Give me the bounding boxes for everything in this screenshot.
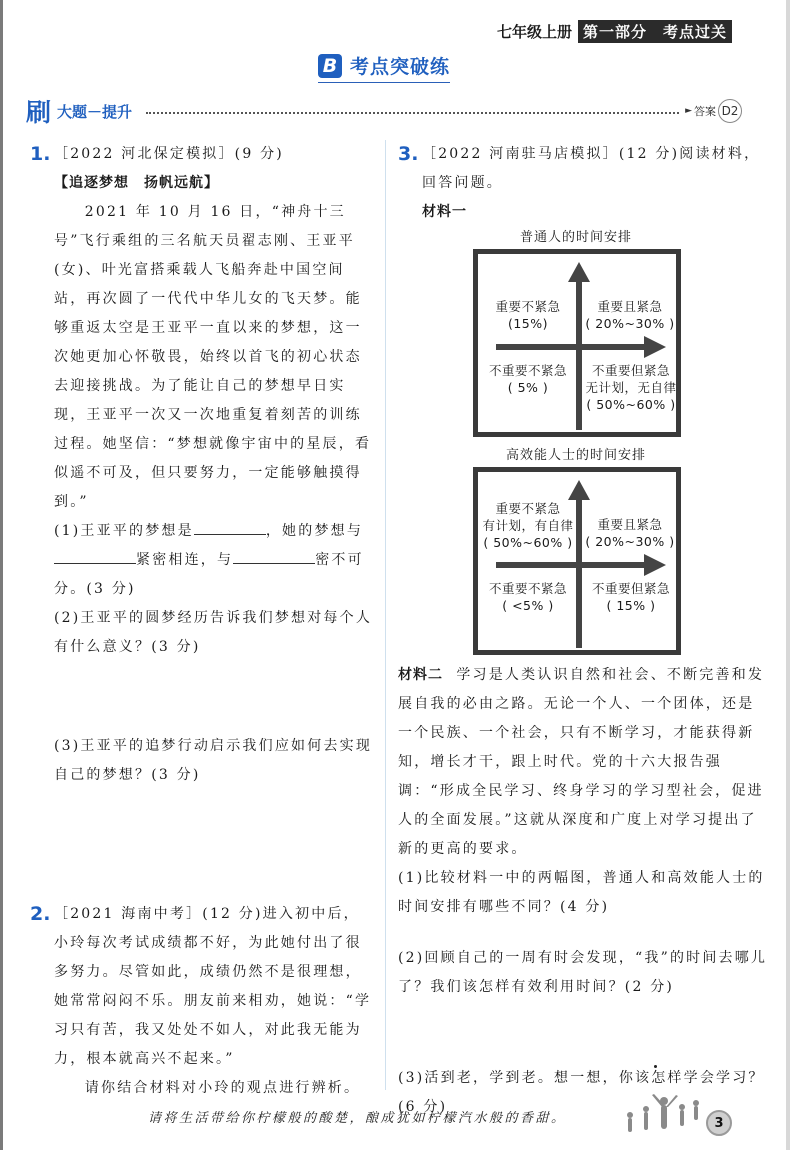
sub-question-3: (3)王亚平的追梦行动启示我们应如何去实现自己的梦想？(3 分) — [54, 738, 373, 783]
sub-question-1: (1)比较材料一中的两幅图，普通人和高效能人士的时间安排有哪些不同？(4 分) — [398, 870, 765, 915]
horizontal-axis — [496, 562, 646, 568]
section-header — [26, 95, 742, 127]
quadrant-value: ( <5% ) — [502, 598, 554, 613]
question-number: 2. — [30, 903, 51, 925]
question-prompt: 请你结合材料对小玲的观点进行辨析。 — [84, 1080, 361, 1096]
quadrant-top-right — [584, 298, 676, 332]
answer-space[interactable] — [398, 922, 768, 944]
question-passage: 2021 年 10 月 16 日，“神舟十三号”飞行乘组的三名航天员翟志刚、王亚平(女)、叶光富搭乘载人飞船奔赴中国空间站，再次圆了一代代中华儿女的飞天梦。能够重返太空是王亚平一直以来的梦想，这一次她更加心怀敬畏，始终以首飞的初心状态去迎接挑战。为了能让自己的梦想早日实现，王亚平一次又一次地重复着刻苦的训练过程。她坚信：“梦想就像宇宙中的星辰，看似遥不可及，但只要努力，一定能够触摸得到。” — [54, 204, 372, 510]
horizontal-axis — [496, 344, 646, 350]
quadrant-label: 不重要不紧急 — [488, 581, 567, 596]
quadrant-label: 不重要不紧急 — [488, 363, 567, 378]
arrow-right-icon — [644, 554, 666, 576]
left-column — [30, 140, 375, 1103]
question-2 — [30, 900, 375, 1103]
sub-question-2: (2)回顾自己的一周有时会发现，“我”的时间去哪儿了？我们该怎样有效利用时间？(2 分) — [398, 950, 768, 995]
part-label: 第一部分 考点过关 — [578, 20, 732, 43]
quadrant-label: 不重要但紧急 — [591, 581, 670, 596]
sub-question-text: (1)王亚平的梦想是 — [54, 523, 194, 539]
quadrant-bottom-right — [582, 362, 680, 413]
sub-question-text: 密不可分。(3 分) — [54, 552, 364, 597]
quadrant-value: ( 20%~30% ) — [585, 534, 675, 549]
page-edge-left — [0, 0, 3, 1150]
b-badge-icon: B — [318, 54, 342, 78]
arrow-up-icon — [568, 480, 590, 500]
right-column — [398, 140, 768, 1122]
answer-space[interactable] — [54, 790, 375, 860]
sub-question-1 — [54, 517, 375, 604]
answer-label: 答案 — [694, 105, 716, 118]
answer-space[interactable] — [398, 1002, 768, 1064]
sub-question-3: (3)活到老，学到老。想一想，你该怎样学会学习？(6 分) — [398, 1070, 765, 1115]
material-2-label: 材料二 — [398, 667, 443, 683]
grade-label: 七年级上册 — [496, 23, 572, 41]
footer-quote: 请将生活带给你柠檬般的酸楚，酿成犹如柠檬汽水般的香甜。 — [148, 1111, 567, 1126]
page-header — [497, 20, 732, 43]
arrow-right-icon — [644, 336, 666, 358]
time-matrix-ordinary — [473, 249, 681, 437]
page-edge-right — [786, 0, 790, 1150]
page-number: 3 — [706, 1110, 732, 1136]
quadrant-value: ( 15% ) — [606, 598, 656, 613]
answer-blank[interactable] — [233, 546, 315, 564]
quadrant-value: ( 50%~60% ) — [586, 397, 676, 412]
material-2 — [398, 661, 768, 864]
answer-code: D2 — [718, 99, 742, 123]
quadrant-bottom-left — [482, 580, 574, 614]
quadrant-label: 重要不紧急 — [495, 299, 561, 314]
question-number: 1. — [30, 143, 51, 165]
section-subtitle: 大题－提升 — [57, 102, 133, 121]
dotted-leader — [146, 112, 679, 114]
question-1 — [30, 140, 375, 860]
jumping-people-icon — [618, 1093, 708, 1138]
sub-question-text: ，她的梦想与 — [265, 523, 364, 539]
question-source: ［2022 河北保定模拟］(9 分) — [54, 146, 284, 162]
material-2-text: 学习是人类认识自然和社会、不断完善和发展自我的必由之路。无论一个人、一个团体，还是一个民族、一个社会，只有不断学习，才能获得新知，增长才干，跟上时代。党的十六大报告强调：“形成全民学习、终身学习的学习型社会，促进人的全面发展。”这就从深度和广度上对学习提出了新的更高的要求。 — [398, 667, 765, 857]
quadrant-top-right — [584, 516, 676, 550]
quadrant-label: 重要且紧急 — [597, 299, 663, 314]
quadrant-top-left — [482, 298, 574, 332]
quadrant-label: 重要不紧急 — [495, 501, 561, 516]
time-matrix-efficient — [473, 467, 681, 655]
quadrant-value: (15%) — [507, 316, 549, 331]
section-banner — [318, 52, 450, 83]
question-topic: 【追逐梦想 扬帆远航】 — [54, 175, 219, 191]
diagram-2-title: 高效能人士的时间安排 — [505, 448, 646, 463]
vertical-axis — [576, 496, 582, 648]
quadrant-value: ( 50%~60% ) — [483, 535, 573, 550]
quadrant-value: ( 20%~30% ) — [585, 316, 675, 331]
quadrant-note: 无计划，无自律 — [585, 380, 677, 395]
answer-space[interactable] — [54, 662, 375, 732]
quadrant-bottom-left — [482, 362, 574, 396]
brush-icon: 刷 — [26, 98, 52, 127]
arrow-up-icon — [568, 262, 590, 282]
quadrant-top-left — [482, 500, 574, 551]
answer-blank[interactable] — [194, 517, 266, 535]
material-1-label: 材料一 — [422, 204, 467, 220]
quadrant-bottom-right — [582, 580, 680, 614]
sub-question-2: (2)王亚平的圆梦经历告诉我们梦想对每个人有什么意义？(3 分) — [54, 610, 373, 655]
sub-question-text: 紧密相连，与 — [136, 552, 234, 568]
dot-mark — [654, 1065, 657, 1068]
diagram-1-title: 普通人的时间安排 — [519, 230, 632, 245]
question-number: 3. — [398, 143, 419, 165]
answer-blank[interactable] — [54, 546, 136, 564]
quadrant-label: 重要且紧急 — [597, 517, 663, 532]
quadrant-value: ( 5% ) — [507, 380, 549, 395]
quadrant-note: 有计划，有自律 — [482, 518, 574, 533]
question-text: ［2021 海南中考］(12 分)进入初中后，小玲每次考试成绩都不好，为此她付出了很多努力。尽管如此，成绩仍然不是很理想，她常常闷闷不乐。朋友前来相劝，她说：“学习只有苦，我又处处不如人，对此我无能为力，根本就高兴不起来。” — [54, 906, 372, 1067]
column-divider — [385, 140, 386, 1090]
arrow-right-icon: ► — [685, 106, 692, 116]
question-3 — [398, 140, 768, 227]
banner-title: 考点突破练 — [350, 56, 451, 78]
quadrant-label: 不重要但紧急 — [591, 363, 670, 378]
question-text: ［2022 河南驻马店模拟］(12 分)阅读材料，回答问题。 — [422, 146, 761, 191]
